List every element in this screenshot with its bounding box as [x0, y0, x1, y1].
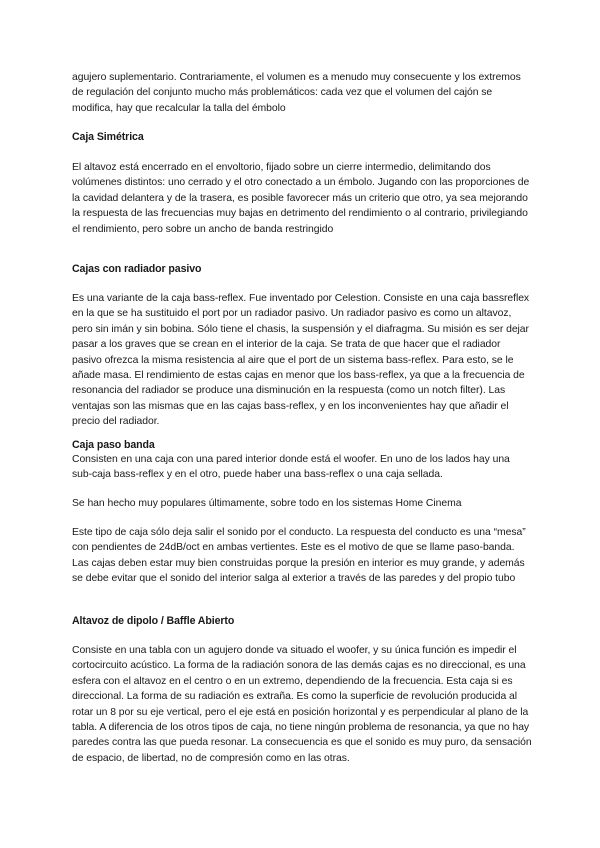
paragraph: Es una variante de la caja bass-reflex. Fue inventado por Celestion. Consiste en una caja bassreflex en la que se ha sustituido el port por un radiador pasivo. Un radiador pasivo es como un altavoz, pero sin imán y sin bobina. Sólo tiene el chasis, la suspensión y el diafragma. Su misión es ser dejar pasar a los graves que se crean en el interior de la caja. Se trata de que hacer que el radiador pasivo ofrezca la misma resistencia al aire que el port de un sistema bass-reflex. Para esto, se le añade masa. El rendimiento de estas cajas en menor que los bass-reflex, ya que a la frecuencia de resonancia del radiador se produce una disminución en la respuesta (como un notch filter). Las ventajas son las mismas que en las cajas bass-reflex, y en los inconvenientes hay que añadir el precio del radiador.: [72, 293, 530, 428]
section-body: [72, 291, 532, 430]
paragraph: Se han hecho muy populares últimamente, sobre todo en los sistemas Home Cinema: [72, 498, 462, 509]
intro-paragraph: [72, 70, 532, 116]
section-body: [72, 160, 532, 237]
section-body: [72, 643, 532, 766]
paragraph: El altavoz está encerrado en el envoltorio, fijado sobre un cierre intermedio, delimitando dos volúmenes distintos: uno cerrado y el otro conectado a un émbolo. Jugando con las proporciones de la cavidad delantera y de la trasera, es posible favorecer más un criterio que otro, ya sea mejorando la respuesta de las frecuencias muy bajas en detrimento del rendimiento o al contrario, privilegiando el rendimiento, pero sobre un ancho de banda restringido: [72, 162, 530, 235]
section-heading: Cajas con radiador pasivo: [72, 263, 202, 275]
paragraph: agujero suplementario. Contrariamente, el volumen es a menudo muy consecuente y los extremos de regulación del conjunto mucho más problemáticos: cada vez que el volumen del cajón se modifica, hay que recalcular la talla del émbolo: [72, 72, 521, 114]
section-body: [72, 452, 532, 483]
section-heading: Caja paso banda: [72, 439, 155, 451]
section-body: [72, 525, 532, 587]
section-heading: Altavoz de dipolo / Baffle Abierto: [72, 615, 235, 627]
section-body: [72, 496, 532, 511]
paragraph: Consiste en una tabla con un agujero donde va situado el woofer, y su única función es impedir el cortocircuito acústico. La forma de la radiación sonora de las demás cajas es no direccional, es una esfera con el altavoz en el centro o en un extremo, dependiendo de la frecuencia. Esta caja si es direccional. La forma de su radiación es extraña. Es como la superficie de revolución producida al rotar un 8 por su eje vertical, pero el eje está en posición horizontal y es perpendicular al plano de la tabla. A diferencia de los otros tipos de caja, no tiene ningún problema de resonancia, ya que no hay paredes contra las que pueda resonar. La consecuencia es que el sonido es muy puro, da sensación de espacio, de libertad, no de compresión como en las otras.: [72, 645, 532, 764]
section-heading: Caja Simétrica: [72, 131, 144, 143]
paragraph: Este tipo de caja sólo deja salir el sonido por el conducto. La respuesta del conducto es una “mesa” con pendientes de 24dB/oct en ambas vertientes. Este es el motivo de que se llame paso-banda. Las cajas deben estar muy bien construidas porque la presión en interior es muy grande, y además se debe evitar que el sonido del interior salga al exterior a través de las paredes y del propio tubo: [72, 527, 526, 585]
paragraph: Consisten en una caja con una pared interior donde está el woofer. En uno de los lados hay una sub-caja bass-reflex y en el otro, puede haber una bass-reflex o una caja sellada.: [72, 454, 510, 481]
